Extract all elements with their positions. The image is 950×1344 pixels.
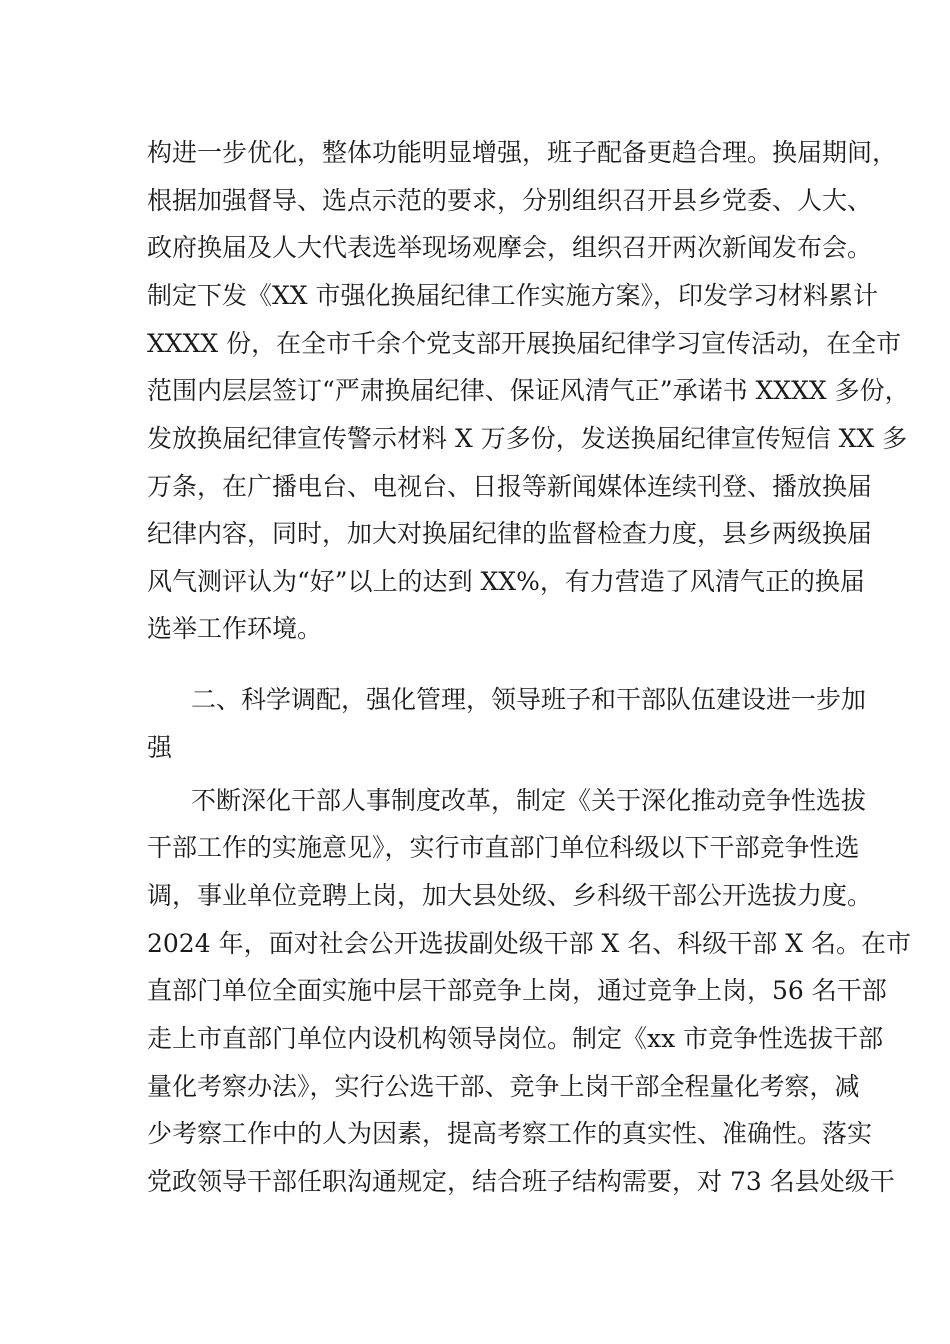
- paragraph-2-line-8: 少考察工作中的人为因素，提高考察工作的真实性、准确性。落实: [147, 1119, 873, 1148]
- paragraph-1-line-3: 政府换届及人大代表选举现场观摩会，组织召开两次新闻发布会。: [147, 233, 873, 262]
- paragraph-2-line-5: 直部门单位全面实施中层干部竞争上岗，通过竞争上岗，56 名干部: [147, 976, 887, 1005]
- paragraph-2-line-4: 2024 年，面对社会公开选拔副处级干部 X 名、科级干部 X 名。在市: [147, 929, 911, 958]
- paragraph-2-line-2: 干部工作的实施意见》，实行市直部门单位科级以下干部竞争性选: [147, 833, 860, 862]
- paragraph-1-line-5: XXXX 份，在全市千余个党支部开展换届纪律学习宣传活动，在全市: [147, 329, 902, 358]
- paragraph-1-line-2: 根据加强督导、选点示范的要求，分别组织召开县乡党委、人大、: [147, 186, 873, 215]
- paragraph-1-line-11: 选举工作环境。: [147, 614, 323, 643]
- section-heading-2-line-1: 二、科学调配，强化管理，领导班子和干部队伍建设进一步加: [191, 685, 867, 714]
- paragraph-2-line-3: 调，事业单位竞聘上岗，加大县处级、乡科级干部公开选拔力度。: [147, 881, 873, 910]
- paragraph-2-line-9: 党政领导干部任职沟通规定，结合班子结构需要，对 73 名县处级干: [147, 1167, 895, 1196]
- paragraph-1-line-6: 范围内层层签订“严肃换届纪律、保证风清气正”承诺书 XXXX 多份，: [147, 376, 910, 405]
- paragraph-2-line-7: 量化考察办法》，实行公选干部、竞争上岗干部全程量化考察，减: [147, 1072, 860, 1101]
- paragraph-1-line-4: 制定下发《XX 市强化换届纪律工作实施方案》，印发学习材料累计: [147, 281, 879, 310]
- paragraph-1-line-7: 发放换届纪律宣传警示材料 X 万多份，发送换届纪律宣传短信 XX 多: [147, 424, 908, 453]
- paragraph-1-line-9: 纪律内容，同时，加大对换届纪律的监督检查力度，县乡两级换届: [147, 519, 873, 548]
- paragraph-1-line-10: 风气测评认为“好”以上的达到 XX%，有力营造了风清气正的换届: [147, 567, 865, 596]
- section-heading-2-line-2: 强: [147, 733, 173, 762]
- paragraph-1-line-1: 构进一步优化，整体功能明显增强，班子配备更趋合理。换届期间，: [147, 138, 898, 167]
- paragraph-2-line-1: 不断深化干部人事制度改革，制定《关于深化推动竞争性选拔: [191, 786, 867, 815]
- paragraph-1-line-8: 万条，在广播电台、电视台、日报等新闻媒体连续刊登、播放换届: [147, 472, 873, 501]
- paragraph-2-line-6: 走上市直部门单位内设机构领导岗位。制定《xx 市竞争性选拔干部: [147, 1024, 884, 1053]
